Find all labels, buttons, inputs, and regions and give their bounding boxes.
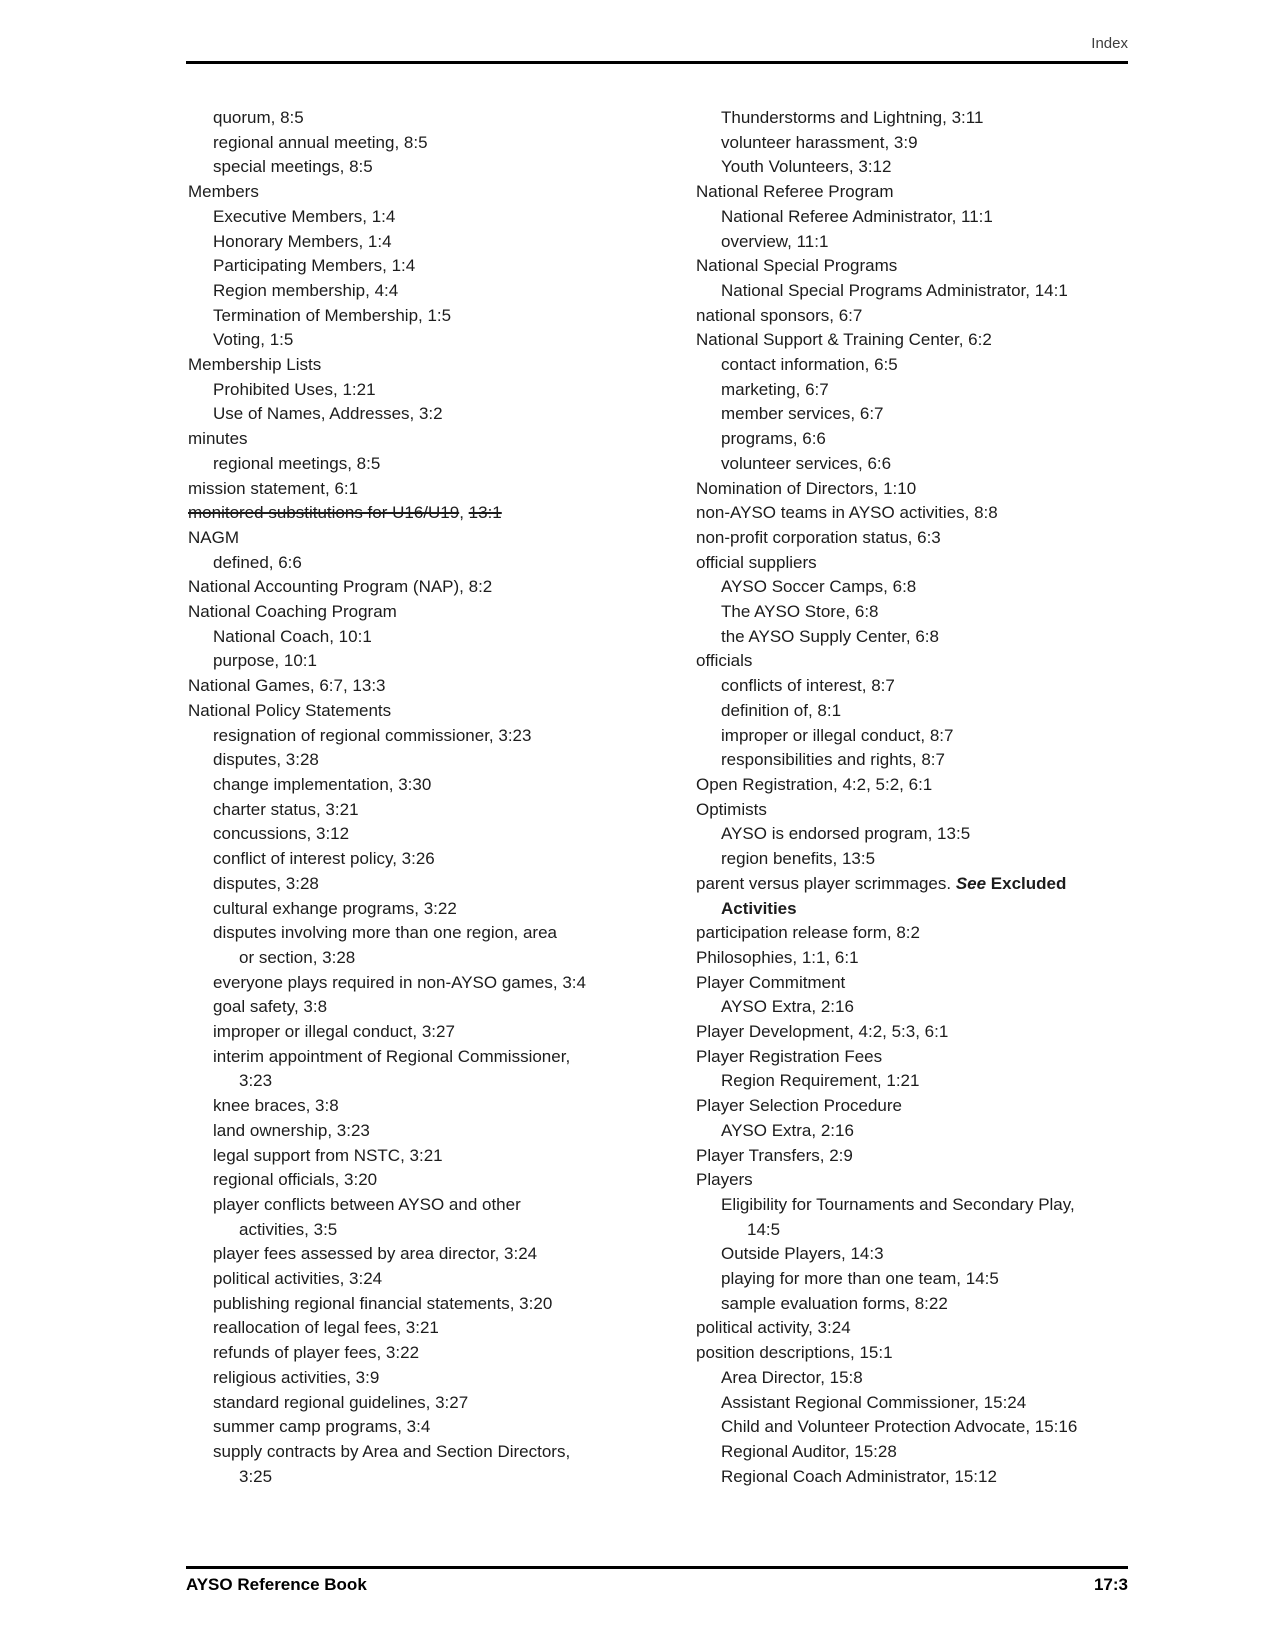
index-entry-text: conflicts of interest, 8:7 xyxy=(721,676,895,696)
index-entry xyxy=(188,106,696,131)
index-entry xyxy=(696,501,1128,526)
index-entry-text: cultural exhange programs, 3:22 xyxy=(213,898,457,918)
index-entry-text: sample evaluation forms, 8:22 xyxy=(721,1293,948,1313)
index-entry xyxy=(696,798,1128,823)
index-entry xyxy=(188,748,696,773)
index-entry-text: quorum, 8:5 xyxy=(213,108,304,127)
index-entry-text: Player Selection Procedure xyxy=(696,1096,903,1116)
index-entry-text: Players xyxy=(696,1170,753,1190)
index-entry-text: Activities xyxy=(721,898,797,918)
index-entry xyxy=(188,452,696,477)
index-entry xyxy=(188,897,696,922)
index-entry xyxy=(696,1045,1128,1070)
index-entry-text: Executive Members, 1:4 xyxy=(213,206,396,226)
index-entry-text: Youth Volunteers, 3:12 xyxy=(721,157,892,177)
index-entry-text: non-AYSO teams in AYSO activities, 8:8 xyxy=(696,503,998,523)
index-entry-text: 3:25 xyxy=(239,1466,273,1486)
index-entry-text: National Policy Statements xyxy=(188,700,392,720)
index-entry-text: Area Director, 15:8 xyxy=(721,1367,863,1387)
index-entry-text: National Games, 6:7, 13:3 xyxy=(188,676,386,696)
index-entry xyxy=(696,1119,1128,1144)
index-entry xyxy=(696,971,1128,996)
index-entry xyxy=(696,1341,1128,1366)
index-entry xyxy=(188,946,696,971)
index-entry-text: Thunderstorms and Lightning, 3:11 xyxy=(721,108,984,127)
page-content xyxy=(186,34,1128,1489)
index-entry xyxy=(188,724,696,749)
index-entry xyxy=(188,971,696,996)
index-entry-text: or section, 3:28 xyxy=(239,947,356,967)
index-entry xyxy=(188,378,696,403)
index-entry xyxy=(188,304,696,329)
index-entry xyxy=(696,328,1128,353)
index-entry xyxy=(696,773,1128,798)
index-entry-text: 3:23 xyxy=(239,1071,273,1091)
index-entry-text: National Special Programs Administrator, 14:1 xyxy=(721,280,1068,300)
index-entry-text: , xyxy=(459,503,469,523)
index-entry-text: Honorary Members, 1:4 xyxy=(213,231,392,251)
index-entry xyxy=(188,847,696,872)
index-entry xyxy=(696,1094,1128,1119)
index-entry-text: AYSO Soccer Camps, 6:8 xyxy=(721,577,917,597)
index-entry xyxy=(696,946,1128,971)
index-entry-text: Termination of Membership, 1:5 xyxy=(213,305,452,325)
index-entry-text: Open Registration, 4:2, 5:2, 6:1 xyxy=(696,774,933,794)
index-entry-text: See xyxy=(955,873,987,893)
index-entry xyxy=(696,230,1128,255)
index-entry xyxy=(696,526,1128,551)
index-entry xyxy=(188,1391,696,1416)
index-entry-text: 13:1 xyxy=(468,503,502,523)
index-entry xyxy=(696,1242,1128,1267)
index-entry-text: legal support from NSTC, 3:21 xyxy=(213,1145,443,1165)
index-entry-text: National Special Programs xyxy=(696,256,898,276)
index-entry xyxy=(188,1267,696,1292)
index-entry-text: standard regional guidelines, 3:27 xyxy=(213,1392,469,1412)
index-entry xyxy=(696,180,1128,205)
index-entry xyxy=(188,1292,696,1317)
index-entry xyxy=(188,1119,696,1144)
index-entry-text: change implementation, 3:30 xyxy=(213,774,432,794)
index-entry-text: refunds of player fees, 3:22 xyxy=(213,1343,420,1363)
index-entry xyxy=(188,600,696,625)
index-entry xyxy=(188,1069,696,1094)
index-entry-text: officials xyxy=(696,651,753,671)
index-entry xyxy=(696,279,1128,304)
index-entry xyxy=(188,427,696,452)
index-entry xyxy=(188,995,696,1020)
index-entry xyxy=(188,649,696,674)
index-entry-text: political activity, 3:24 xyxy=(696,1318,851,1338)
index-entry xyxy=(188,1094,696,1119)
index-entry xyxy=(188,1168,696,1193)
index-entry xyxy=(188,180,696,205)
index-entry-text: position descriptions, 15:1 xyxy=(696,1343,893,1363)
index-entry xyxy=(696,1465,1128,1490)
index-entry-text: Prohibited Uses, 1:21 xyxy=(213,379,376,399)
index-entry-text: AYSO Extra, 2:16 xyxy=(721,1120,854,1140)
index-entry xyxy=(696,1144,1128,1169)
index-entry xyxy=(188,1242,696,1267)
index-entry-text: non-profit corporation status, 6:3 xyxy=(696,527,941,547)
index-entry-text: regional officials, 3:20 xyxy=(213,1170,378,1190)
index-entry xyxy=(188,1218,696,1243)
index-entry-text: responsibilities and rights, 8:7 xyxy=(721,750,945,770)
page-header xyxy=(186,34,1128,64)
index-entry xyxy=(696,106,1128,131)
index-entry xyxy=(188,1465,696,1490)
index-entry-text: Regional Coach Administrator, 15:12 xyxy=(721,1466,997,1486)
index-entry-text: national sponsors, 6:7 xyxy=(696,305,863,325)
index-entry xyxy=(188,254,696,279)
index-entry-text: National Coaching Program xyxy=(188,602,397,622)
index-entry-text: charter status, 3:21 xyxy=(213,799,359,819)
index-entry xyxy=(188,822,696,847)
index-entry xyxy=(696,477,1128,502)
index-entry xyxy=(188,773,696,798)
index-entry-text: definition of, 8:1 xyxy=(721,700,842,720)
index-entry-text: participation release form, 8:2 xyxy=(696,923,920,943)
index-entry-text: Region membership, 4:4 xyxy=(213,280,399,300)
index-entry-text: supply contracts by Area and Section Directors, xyxy=(213,1441,571,1461)
index-entry-text: regional annual meeting, 8:5 xyxy=(213,132,428,152)
index-entry xyxy=(696,378,1128,403)
index-entry-text: Child and Volunteer Protection Advocate, 15:16 xyxy=(721,1417,1078,1437)
index-entry xyxy=(696,1415,1128,1440)
index-entry-text: programs, 6:6 xyxy=(721,429,826,449)
index-entry-text: region benefits, 13:5 xyxy=(721,849,876,869)
index-entry-text: minutes xyxy=(188,429,248,449)
index-entry xyxy=(696,674,1128,699)
index-entry xyxy=(696,1267,1128,1292)
index-entry xyxy=(696,1391,1128,1416)
index-entry-text: disputes, 3:28 xyxy=(213,873,319,893)
index-entry-text: Participating Members, 1:4 xyxy=(213,256,416,276)
page-footer xyxy=(186,1566,1128,1595)
index-entry-text: interim appointment of Regional Commissioner, xyxy=(213,1046,571,1066)
index-entry-text: volunteer services, 6:6 xyxy=(721,453,892,473)
index-entry xyxy=(696,254,1128,279)
index-entry-text: National Support & Training Center, 6:2 xyxy=(696,330,992,350)
index-entry xyxy=(696,847,1128,872)
index-entry-text: everyone plays required in non-AYSO games, 3:4 xyxy=(213,972,586,992)
index-entry xyxy=(188,328,696,353)
index-entry-text: Excluded xyxy=(986,873,1067,893)
index-entry-text: resignation of regional commissioner, 3:23 xyxy=(213,725,532,745)
index-entry xyxy=(696,402,1128,427)
index-entry-text: National Accounting Program (NAP), 8:2 xyxy=(188,577,493,597)
index-entry xyxy=(188,353,696,378)
footer-page-number: 17:3 xyxy=(1093,1575,1128,1594)
index-entry-text: Regional Auditor, 15:28 xyxy=(721,1441,897,1461)
index-entry xyxy=(696,353,1128,378)
index-entry xyxy=(696,649,1128,674)
index-entry-text: Philosophies, 1:1, 6:1 xyxy=(696,947,859,967)
index-entry xyxy=(188,921,696,946)
index-entry xyxy=(188,1316,696,1341)
index-entry-text: mission statement, 6:1 xyxy=(188,478,359,498)
index-entry xyxy=(188,279,696,304)
index-entry-text: Members xyxy=(188,182,259,202)
index-entry xyxy=(188,1415,696,1440)
index-entry-text: religious activities, 3:9 xyxy=(213,1367,380,1387)
index-entry-text: concussions, 3:12 xyxy=(213,824,350,844)
index-entry-text: volunteer harassment, 3:9 xyxy=(721,132,918,152)
index-entry xyxy=(696,304,1128,329)
index-entry-text: contact information, 6:5 xyxy=(721,355,898,375)
index-column-right xyxy=(696,106,1128,1489)
index-entry xyxy=(696,131,1128,156)
index-entry-text: improper or illegal conduct, 3:27 xyxy=(213,1022,455,1042)
index-entry xyxy=(696,625,1128,650)
index-entry xyxy=(188,526,696,551)
index-entry xyxy=(188,872,696,897)
index-entry-text: The AYSO Store, 6:8 xyxy=(721,602,879,622)
index-entry-text: the AYSO Supply Center, 6:8 xyxy=(721,626,939,646)
index-entry xyxy=(696,897,1128,922)
index-entry-text: overview, 11:1 xyxy=(721,231,829,251)
index-entry xyxy=(696,600,1128,625)
index-entry-text: National Referee Program xyxy=(696,182,894,202)
index-entry-text: Membership Lists xyxy=(188,355,322,375)
index-entry-text: reallocation of legal fees, 3:21 xyxy=(213,1318,439,1338)
index-entry xyxy=(696,1292,1128,1317)
index-entry xyxy=(188,625,696,650)
index-entry xyxy=(188,674,696,699)
index-entry xyxy=(188,230,696,255)
index-entry-text: Outside Players, 14:3 xyxy=(721,1244,884,1264)
index-entry xyxy=(696,699,1128,724)
index-entry xyxy=(188,1440,696,1465)
index-entry-text: National Coach, 10:1 xyxy=(213,626,372,646)
index-entry-text: summer camp programs, 3:4 xyxy=(213,1417,431,1437)
index-entry xyxy=(696,995,1128,1020)
index-entry xyxy=(188,402,696,427)
index-entry-text: Player Registration Fees xyxy=(696,1046,883,1066)
index-entry xyxy=(188,205,696,230)
index-entry-text: Voting, 1:5 xyxy=(213,330,294,350)
index-entry-text: regional meetings, 8:5 xyxy=(213,453,381,473)
index-entry xyxy=(696,1316,1128,1341)
index-entry-text: defined, 6:6 xyxy=(213,552,302,572)
index-entry xyxy=(696,205,1128,230)
index-entry xyxy=(188,501,696,526)
index-entry xyxy=(188,131,696,156)
index-entry xyxy=(188,798,696,823)
index-entry-text: monitored substitutions for U16/U19 xyxy=(188,503,460,523)
index-entry xyxy=(696,1440,1128,1465)
index-entry xyxy=(696,1366,1128,1391)
index-entry xyxy=(696,872,1128,897)
index-columns xyxy=(186,106,1128,1489)
index-entry xyxy=(696,427,1128,452)
index-entry xyxy=(696,551,1128,576)
index-entry-text: Nomination of Directors, 1:10 xyxy=(696,478,917,498)
index-entry xyxy=(188,155,696,180)
index-entry-text: AYSO is endorsed program, 13:5 xyxy=(721,824,971,844)
header-title: Index xyxy=(1091,35,1128,52)
index-entry xyxy=(188,1366,696,1391)
index-entry xyxy=(696,1168,1128,1193)
index-entry xyxy=(696,1193,1128,1218)
index-entry xyxy=(188,1341,696,1366)
index-entry-text: conflict of interest policy, 3:26 xyxy=(213,849,435,869)
index-entry xyxy=(188,1144,696,1169)
index-entry xyxy=(696,1218,1128,1243)
index-entry-text: political activities, 3:24 xyxy=(213,1269,383,1289)
index-entry xyxy=(696,1069,1128,1094)
index-entry xyxy=(188,1020,696,1045)
index-entry-text: AYSO Extra, 2:16 xyxy=(721,997,854,1017)
index-entry-text: Optimists xyxy=(696,799,767,819)
index-entry xyxy=(188,575,696,600)
index-entry xyxy=(188,477,696,502)
index-entry-text: Assistant Regional Commissioner, 15:24 xyxy=(721,1392,1027,1412)
index-entry-text: member services, 6:7 xyxy=(721,404,884,424)
index-entry xyxy=(696,575,1128,600)
index-entry-text: knee braces, 3:8 xyxy=(213,1096,339,1116)
index-entry-text: Use of Names, Addresses, 3:2 xyxy=(213,404,443,424)
index-entry xyxy=(696,1020,1128,1045)
index-entry-text: Region Requirement, 1:21 xyxy=(721,1071,920,1091)
index-entry xyxy=(696,921,1128,946)
index-entry-text: goal safety, 3:8 xyxy=(213,997,328,1017)
index-entry xyxy=(696,724,1128,749)
index-entry-text: official suppliers xyxy=(696,552,817,572)
index-entry-text: marketing, 6:7 xyxy=(721,379,829,399)
index-entry-text: purpose, 10:1 xyxy=(213,651,317,671)
index-entry-text: National Referee Administrator, 11:1 xyxy=(721,206,993,226)
index-entry xyxy=(188,699,696,724)
index-entry-text: publishing regional financial statements, 3:20 xyxy=(213,1293,553,1313)
footer-book-title: AYSO Reference Book xyxy=(186,1575,367,1594)
index-entry-text: parent versus player scrimmages. xyxy=(696,873,956,893)
index-entry-text: Player Commitment xyxy=(696,972,846,992)
index-entry-text: improper or illegal conduct, 8:7 xyxy=(721,725,954,745)
index-entry-text: NAGM xyxy=(188,527,239,547)
index-entry xyxy=(696,452,1128,477)
index-entry-text: player fees assessed by area director, 3:24 xyxy=(213,1244,538,1264)
index-entry xyxy=(188,551,696,576)
index-entry-text: Eligibility for Tournaments and Secondary Play, xyxy=(721,1194,1075,1214)
index-entry-text: 14:5 xyxy=(747,1219,781,1239)
index-entry xyxy=(696,155,1128,180)
index-entry-text: Player Transfers, 2:9 xyxy=(696,1145,853,1165)
index-entry xyxy=(696,748,1128,773)
index-entry-text: land ownership, 3:23 xyxy=(213,1120,370,1140)
index-entry xyxy=(188,1045,696,1070)
index-entry-text: player conflicts between AYSO and other xyxy=(213,1194,521,1214)
index-entry-text: disputes involving more than one region, area xyxy=(213,923,557,943)
index-entry xyxy=(696,822,1128,847)
index-entry xyxy=(188,1193,696,1218)
index-entry-text: activities, 3:5 xyxy=(239,1219,338,1239)
index-entry-text: special meetings, 8:5 xyxy=(213,157,373,177)
index-entry-text: playing for more than one team, 14:5 xyxy=(721,1269,999,1289)
index-entry-text: Player Development, 4:2, 5:3, 6:1 xyxy=(696,1022,949,1042)
index-column-left xyxy=(188,106,696,1489)
index-entry-text: disputes, 3:28 xyxy=(213,750,319,770)
